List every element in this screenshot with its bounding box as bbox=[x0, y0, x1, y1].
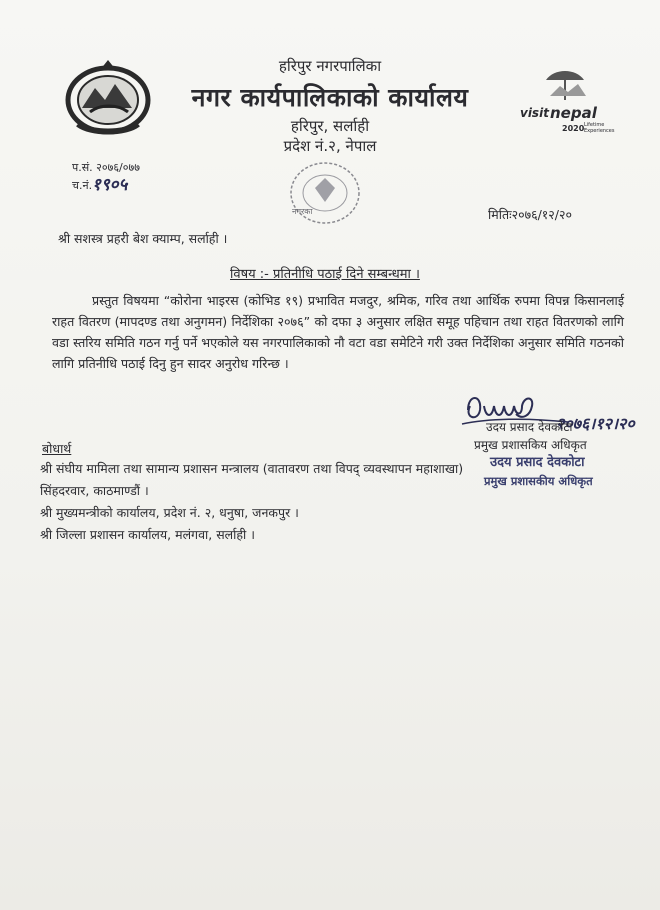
signatory-name: उदय प्रसाद देवकोटा bbox=[486, 420, 573, 434]
umbrella-icon bbox=[540, 66, 590, 102]
visit-tagline-1: Lifetime bbox=[584, 122, 605, 128]
visit-nepal-logo bbox=[520, 66, 615, 146]
subject-line: विषय :- प्रतिनीधि पठाई दिने सम्बन्धमा । bbox=[230, 267, 420, 282]
reference-number: प.सं. २०७६/०७७ bbox=[72, 161, 140, 174]
stamp-designation: प्रमुख प्रशासकीय अधिकृत bbox=[484, 474, 593, 488]
nepal-word: nepal bbox=[550, 104, 597, 122]
signature-date: २०७६।१२।२० bbox=[556, 414, 635, 433]
visit-year: 2020 bbox=[562, 124, 585, 133]
dispatch-label: च.नं. bbox=[72, 179, 93, 192]
cc-item: श्री संघीय मामिला तथा सामान्य प्रशासन मन्त्रालय (वातावरण तथा विपद् व्यवस्थापन महाशाखा) bbox=[40, 461, 464, 476]
cc-item: सिंहदरवार, काठमाण्डौं । bbox=[40, 483, 149, 498]
cc-item: श्री मुख्यमन्त्रीको कार्यालय, प्रदेश नं. २, धनुषा, जनकपुर । bbox=[40, 505, 299, 520]
visit-word: visit bbox=[520, 106, 549, 120]
cc-title: बोधार्थ bbox=[42, 441, 72, 456]
seal-text: नगरका bbox=[292, 207, 313, 216]
office-seal-icon bbox=[285, 158, 365, 228]
dispatch-number: १९०५ bbox=[92, 175, 128, 195]
office-name: नगर कार्यपालिकाको कार्यालय bbox=[191, 83, 469, 112]
office-province: प्रदेश नं.२, नेपाल bbox=[283, 137, 377, 155]
visit-tagline-2: Experiences bbox=[584, 128, 615, 134]
recipient: श्री सशस्त्र प्रहरी बेश क्याम्प, सर्लाही । bbox=[58, 231, 228, 246]
body-paragraph bbox=[52, 290, 624, 374]
office-address: हरिपुर, सर्लाही bbox=[290, 117, 370, 135]
body-text: प्रस्तुत विषयमा “कोरोना भाइरस (कोभिड १९) प्रभावित मजदुर, श्रमिक, गरिव तथा आर्थिक रुपमा विपन्न किसानलाई राहत वितरण (मापदण्ड तथा अनुगमन) निर्देशिका २०७६” को दफा ३ अनुसार लक्षित समूह पहिचान तथा राहत वितरणको लागि वडा स्तरिय समिति गठन गर्नु पर्ने भएकोले यस नगरपालिकाको नौ वटा वडा समेटिने गरी उक्त निर्देशिका अनुसार समिति गठनको लागि प्रतिनीधि पठाई दिनु हुन सादर अनुरोध गरिन्छ । bbox=[52, 293, 624, 371]
letter-date: मितिः२०७६/१२/२० bbox=[488, 207, 573, 222]
cc-item: श्री जिल्ला प्रशासन कार्यालय, मलंगवा, सर्लाही । bbox=[40, 527, 255, 542]
municipality-name: हरिपुर नगरपालिका bbox=[278, 57, 382, 75]
stamp-name: उदय प्रसाद देवकोटा bbox=[490, 455, 585, 470]
signatory-designation: प्रमुख प्रशासकिय अधिकृत bbox=[474, 438, 587, 452]
